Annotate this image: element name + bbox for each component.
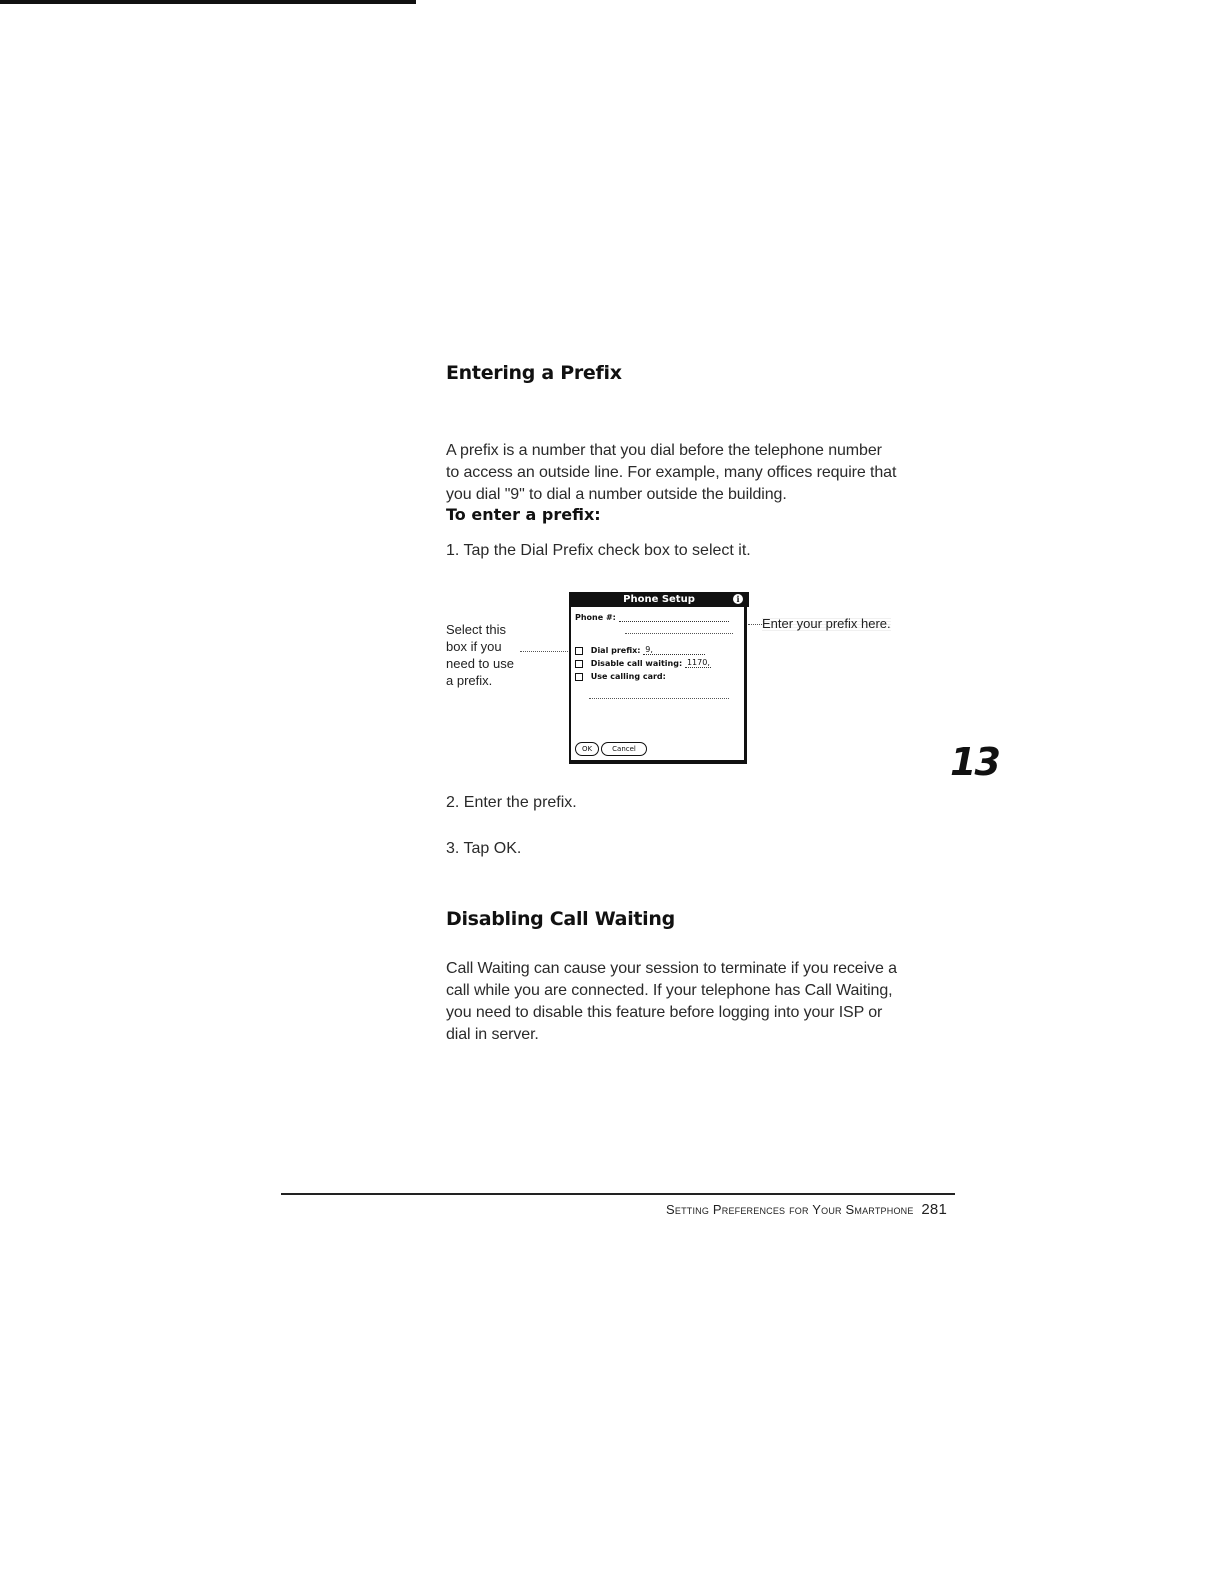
callout-enter-prefix: Enter your prefix here. — [762, 616, 891, 631]
disable-call-waiting-checkbox[interactable] — [575, 660, 583, 668]
running-title: Setting Preferences for Your Smartphone — [666, 1202, 914, 1217]
phone-number-field[interactable] — [619, 621, 729, 622]
callout-leader-left — [520, 651, 576, 652]
call-waiting-paragraph — [446, 958, 946, 1046]
paragraph-line: to access an outside line. For example, many offices require that — [446, 464, 897, 481]
paragraph-line: you dial "9" to dial a number outside the building. — [446, 486, 787, 503]
phone-setup-dialog — [569, 592, 747, 764]
dial-prefix-label: Dial prefix: — [590, 646, 641, 655]
cancel-button[interactable]: Cancel — [601, 742, 647, 756]
use-calling-card-row — [575, 672, 666, 681]
callout-select-box — [446, 621, 556, 689]
use-calling-card-label: Use calling card: — [590, 672, 666, 681]
dial-prefix-row — [575, 645, 705, 655]
running-footer — [666, 1201, 947, 1218]
callout-line: Select this — [446, 622, 506, 637]
callout-line: box if you — [446, 639, 502, 654]
step-1: 1. Tap the Dial Prefix check box to select it. — [446, 542, 751, 559]
step-3: 3. Tap OK. — [446, 840, 522, 857]
disable-call-waiting-label: Disable call waiting: — [590, 659, 683, 668]
info-icon[interactable]: i — [733, 594, 743, 604]
paragraph-line: Call Waiting can cause your session to terminate if you receive a — [446, 960, 897, 977]
footer-rule — [281, 1193, 955, 1195]
procedure-title: To enter a prefix: — [446, 505, 601, 524]
dial-prefix-field[interactable]: 9, — [643, 645, 705, 655]
section-heading-entering-prefix: Entering a Prefix — [446, 362, 622, 384]
dial-prefix-checkbox[interactable] — [575, 647, 583, 655]
dialog-titlebar — [569, 592, 749, 607]
paragraph-line: you need to disable this feature before logging into your ISP or — [446, 1004, 883, 1021]
callout-line: a prefix. — [446, 673, 493, 688]
disable-call-waiting-row — [575, 658, 711, 668]
phone-number-field-line2 — [625, 633, 733, 634]
step-2: 2. Enter the prefix. — [446, 794, 577, 811]
phone-label: Phone #: — [575, 613, 616, 622]
top-rule — [0, 0, 416, 4]
use-calling-card-checkbox[interactable] — [575, 673, 583, 681]
ok-button[interactable]: OK — [575, 742, 599, 756]
section-heading-disabling-call-waiting: Disabling Call Waiting — [446, 908, 675, 930]
phone-number-row — [575, 613, 729, 622]
calling-card-field[interactable] — [589, 698, 729, 699]
intro-paragraph — [446, 440, 946, 506]
dialog-title: Phone Setup — [623, 594, 695, 605]
paragraph-line: dial in server. — [446, 1026, 539, 1043]
paragraph-line: A prefix is a number that you dial before the telephone number — [446, 442, 882, 459]
callout-leader-right — [748, 624, 762, 625]
paragraph-line: call while you are connected. If your telephone has Call Waiting, — [446, 982, 893, 999]
page-number: 281 — [921, 1201, 947, 1218]
chapter-tab-number: 13 — [950, 740, 999, 784]
disable-call-waiting-field[interactable]: 1170, — [686, 658, 710, 667]
callout-line: need to use — [446, 656, 514, 671]
